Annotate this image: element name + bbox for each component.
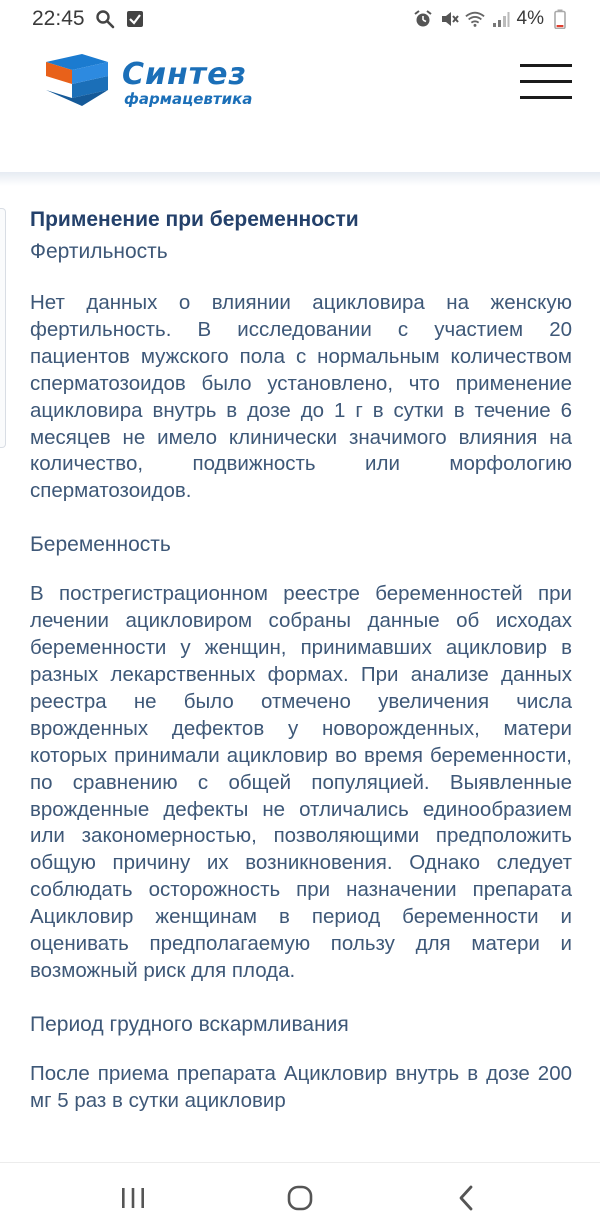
recent-apps-icon[interactable]	[103, 1168, 163, 1228]
subheading-pregnancy: Беременность	[30, 533, 171, 557]
subheading-fertility: Фертильность	[30, 240, 168, 263]
search-icon	[95, 9, 115, 29]
status-left	[32, 7, 145, 31]
checkbox-notification-icon	[125, 9, 145, 29]
subheading-breastfeeding: Период грудного вскармливания	[30, 1012, 349, 1036]
article-content	[30, 204, 572, 1139]
mute-icon	[439, 9, 459, 29]
system-navigation-bar	[0, 1162, 600, 1232]
paragraph-breastfeeding: После приема препарата Ацикловир внутрь в дозе 200 мг 5 раз в сутки ацикловир	[30, 1061, 572, 1112]
logo-text	[122, 56, 253, 108]
menu-bar-top	[520, 64, 572, 67]
site-header	[0, 38, 600, 178]
menu-bar-bottom	[520, 96, 572, 99]
hamburger-menu-icon[interactable]	[518, 62, 574, 106]
section-title: Применение при беременности	[30, 208, 359, 231]
home-icon[interactable]	[270, 1168, 330, 1228]
wifi-icon	[465, 9, 485, 29]
side-drawer-handle[interactable]	[0, 208, 6, 448]
battery-percent: 4%	[516, 8, 544, 29]
logo-name: Синтез	[122, 56, 247, 92]
alarm-icon	[413, 9, 433, 29]
status-bar	[0, 0, 600, 38]
back-icon[interactable]	[437, 1168, 497, 1228]
paragraph-pregnancy: В пострегистрационном реестре беременностей при лечении ацикловиром собраны данные об исходах беременности у женщин, принимавших ацикловир в разных лекарственных формах. При анализе данных реестра не было отмечено увеличения числа врожденных дефектов у новорожденных, матери которых принимали ацикловир во время беременности, по сравнению с общей популяцией. Выявленные врожденные дефекты не отличались единообразием или закономерностью, позволяющими предположить общую причину их возникновения. Однако следует соблюдать осторожность при назначении препарата Ацикловир женщинам в период беременности и оценивать предполагаемую пользу для матери и возможный риск для плода.	[30, 582, 572, 982]
signal-icon	[491, 9, 511, 29]
site-logo[interactable]	[42, 52, 252, 113]
logo-subtitle: фармацевтика	[124, 89, 253, 108]
synthesis-logo-icon	[42, 52, 110, 113]
status-time: 22:45	[32, 7, 85, 30]
header-divider	[0, 172, 600, 186]
menu-bar-middle	[520, 80, 572, 83]
paragraph-fertility: Нет данных о влиянии ацикловира на женскую фертильность. В исследовании с участием 20 пациентов мужского пола с нормальным количеством сперматозоидов было установлено, что применение ацикловира внутрь в дозе до 1 г в сутки в течение 6 месяцев не имело клинически значимого влияния на количество, подвижность или морфологию сперматозоидов.	[30, 291, 572, 503]
battery-icon	[550, 9, 570, 29]
status-right	[413, 8, 570, 30]
